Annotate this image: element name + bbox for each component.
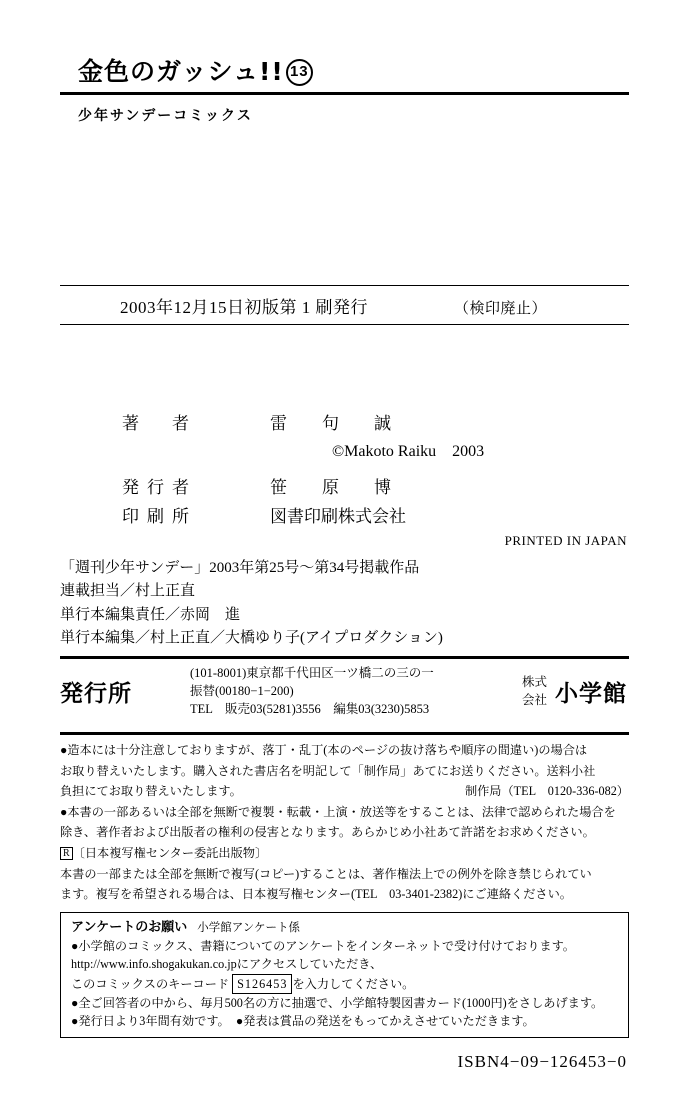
notice-production-tel: 制作局（TEL 0120-336-082） [464,784,629,799]
book-title-text: 金色のガッシュ!! [78,57,284,86]
survey-line5: ●発行日より3年間有効です。 ●発表は賞品の発送をもってかえさせていただきます。 [71,1014,535,1029]
publisher-kabu-line2: 会社 [521,692,547,707]
notice-copycenter-label: 〔日本複写権センター委託出版物〕 [72,845,268,860]
copyright-line: ©Makoto Raiku 2003 [332,443,485,460]
volume-number: 13 [286,59,313,86]
publication-note: （検印廃止） [453,301,547,317]
credit-row [60,473,629,498]
survey-line3 [71,974,620,994]
notice-defect-line3 [60,782,629,801]
credits-block [60,409,629,549]
survey-keycode: S126453 [232,974,292,994]
publisher-label: 発行所 [60,681,132,708]
survey-title [71,918,620,938]
serialization-block [60,557,629,650]
publisher-address-line2: 振替(00180−1−200) [190,683,294,698]
notice-reproduction-line2: 除き、著作者および出版者の権利の侵害となります。あらかじめ小社あて許諾をお求めください。 [60,825,595,840]
publisher-name: 小学館 [555,681,627,708]
credit-label-publisher-person: 発行者 [122,478,197,497]
survey-line2 [71,955,620,973]
notice-defect-line3-left: 負担にてお取り替えいたします。 [60,784,242,799]
serialization-line: 連載担当／村上正直 [60,583,196,600]
survey-url[interactable]: http://www.info.shogakukan.co.jp [71,957,237,972]
publisher-address-line1: (101-8001)東京都千代田区一ツ橋二の三の一 [190,666,434,680]
survey-subtitle: 小学館アンケート係 [197,921,301,934]
publisher-row [60,659,629,726]
imprint-label: 少年サンデーコミックス [78,108,253,124]
survey-title-text: アンケートのお願い [71,919,188,935]
serialization-line: 単行本編集責任／赤岡 進 [60,606,241,623]
credit-row [60,502,629,527]
credit-value-printer: 図書印刷株式会社 [270,507,406,526]
isbn-number: ISBN4−09−126453−0 [457,1051,627,1071]
publication-date: 2003年12月15日初版第 1 刷発行 [120,298,368,317]
title-block [60,0,629,125]
credit-label-printer: 印刷所 [122,507,197,526]
notice-reproduction-line1: ●本書の一部あるいは全部を無断で複製・転載・上演・放送等をすることは、法律で認められた場合を [60,804,616,819]
credit-value-publisher-person: 笹 原 博 [270,478,400,497]
survey-line1: ●小学館のコミックス、書籍についてのアンケートをインターネットで受け付けております。 [71,939,575,954]
notice-copycenter-line2: 本書の一部または全部を無断で複写(コピー)することは、著作権法上での例外を除き禁じられてい [60,866,592,881]
publisher-address-line3: TEL 販売03(5281)3556 編集03(3230)5853 [190,701,430,716]
credit-label-author: 著 者 [122,414,197,433]
credit-value-author: 雷 句 誠 [270,414,400,433]
publisher-company-type [518,674,555,710]
publisher-address [190,665,518,718]
book-title [60,58,629,86]
credit-row [60,409,629,434]
survey-keycode-suffix: を入力してください。 [292,976,415,991]
survey-box [60,912,629,1038]
survey-line4: ●全ご回答者の中から、毎月500名の方に抽選で、小学館特製図書カード(1000円)をさしあげます。 [71,996,604,1011]
notice-copycenter-line3: ます。複写を希望される場合は、日本複写権センター(TEL 03-3401-2382)にご連絡ください。 [60,887,572,902]
notice-defect-line2: お取り替えいたします。購入された書店名を明記して「制作局」あてにお送りください。送料小社 [60,763,596,778]
notice-copycenter-line1 [60,844,629,863]
survey-keycode-label: このコミックスのキーコード [71,976,230,991]
serialization-line: 「週刊少年サンデー」2003年第25号〜第34号掲載作品 [60,560,420,576]
notice-defect-line1: ●造本には十分注意しておりますが、落丁・乱丁(本のページの抜け落ちや順序の間違い)の場合は [60,743,588,758]
survey-line2-rest: にアクセスしていただき、 [236,957,383,972]
publication-date-block [60,285,629,325]
publication-date-row [60,286,629,324]
serialization-line: 単行本編集／村上正直／大橋ゆり子(アイプロダクション) [60,629,443,646]
publisher-block [60,656,629,735]
rights-badge-icon: R [60,847,73,860]
publisher-kabu-line1: 株式 [521,674,547,689]
notices-block [60,735,629,903]
printed-in-japan: PRINTED IN JAPAN [504,533,627,548]
pubdate-rule-bottom [60,324,629,325]
